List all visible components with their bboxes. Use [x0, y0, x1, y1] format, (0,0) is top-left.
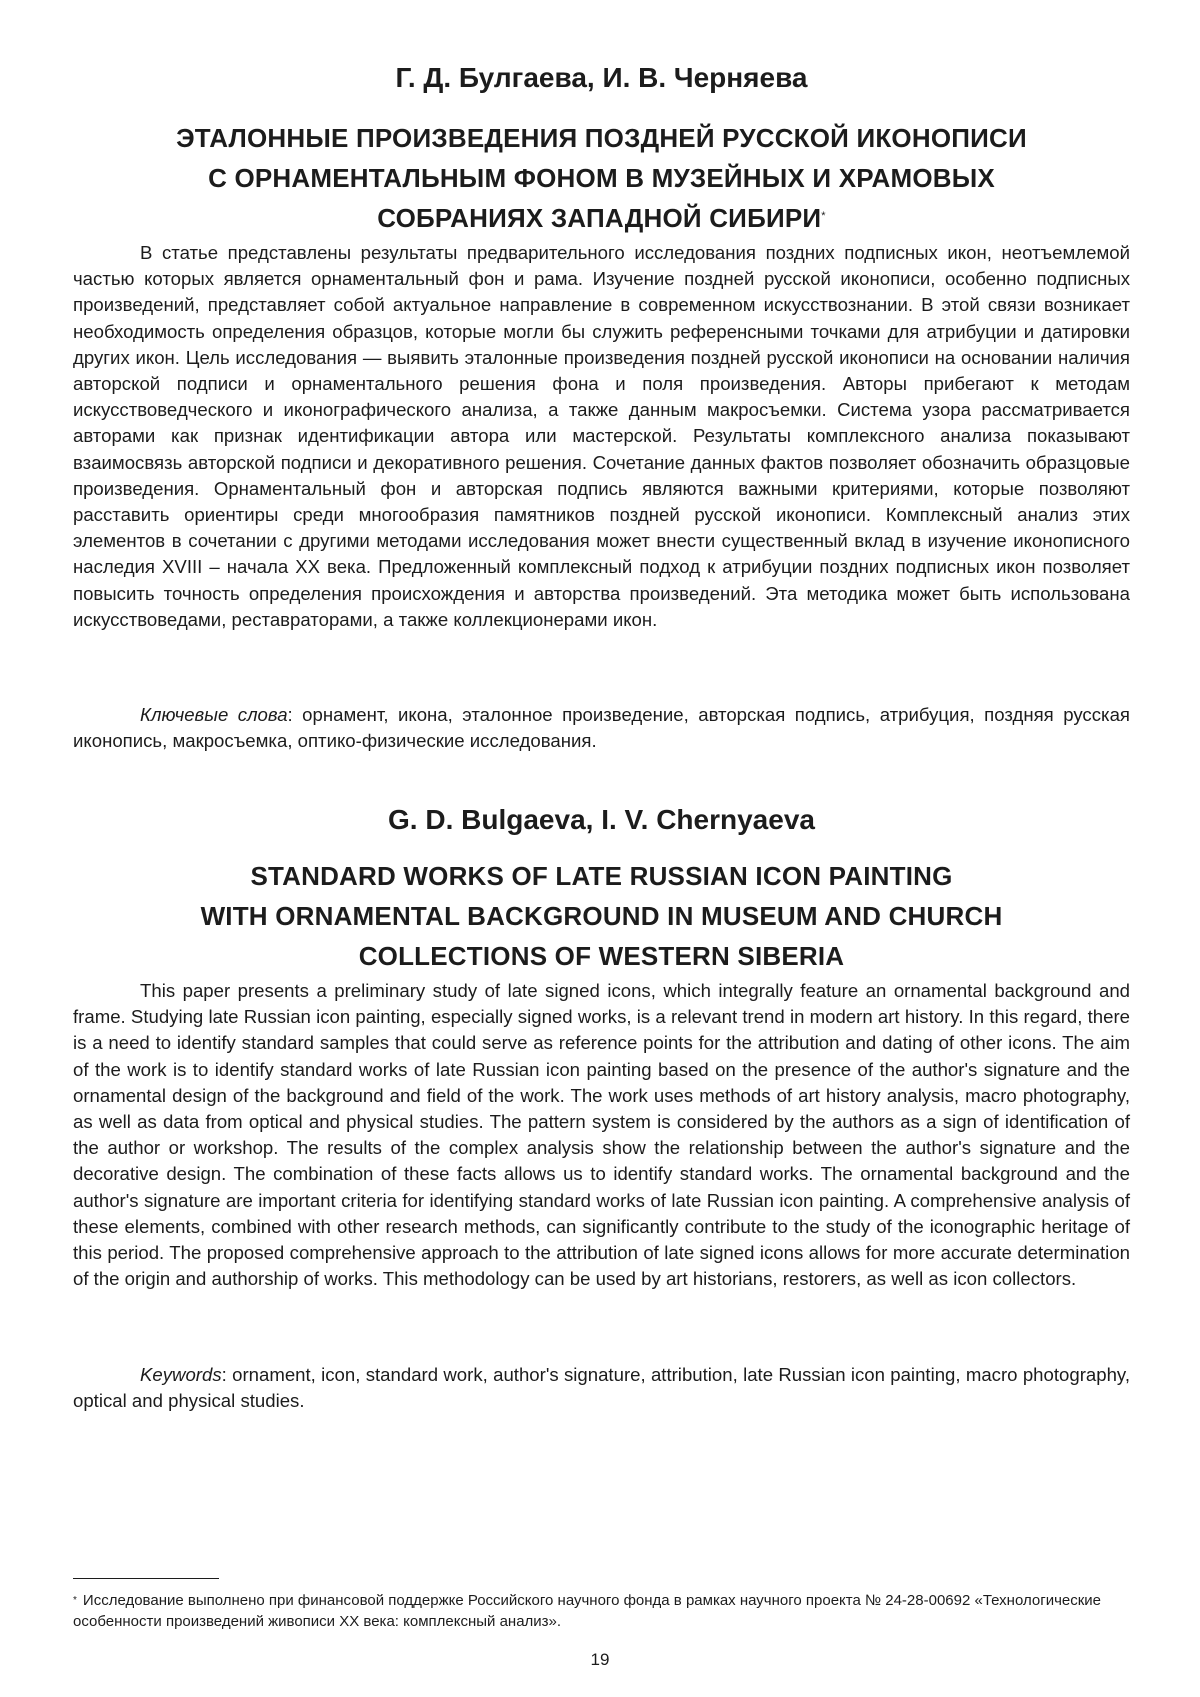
en-abstract-block [73, 978, 1130, 1292]
footnote-divider [73, 1578, 219, 1579]
ru-title-line-2: С ОРНАМЕНТАЛЬНЫМ ФОНОМ В МУЗЕЙНЫХ И ХРАМОВЫХ [208, 163, 995, 193]
ru-title-line-3 [73, 198, 1130, 238]
ru-keywords [73, 702, 1130, 754]
ru-keywords-text: : орнамент, икона, эталонное произведение, авторская подпись, атрибуция, поздняя русская иконопись, макросъемка, оптико-физические исследования. [73, 704, 1130, 752]
ru-abstract-block [73, 240, 1130, 633]
en-abstract: This paper presents a preliminary study of late signed icons, which integrally feature an ornamental background and frame. Studying late Russian icon painting, especially signed works, is a relevant trend in modern art history. In this regard, there is a need to identify standard samples that could serve as reference points for the attribution and dating of other icons. The aim of the work is to identify standard works of late Russian icon painting based on the presence of the author's signature and the ornamental design of the background and field of the work. The work uses methods of art history analysis, macro photography, as well as data from optical and physical studies. The pattern system is considered by the authors as a sign of identification of the author or workshop. The results of the complex analysis show the relationship between the author's signature and the decorative design. The combination of these facts allows us to identify standard works. The ornamental background and the author's signature are important criteria for identifying standard works of late Russian icon painting. A comprehensive analysis of these elements, combined with other research methods, can significantly contribute to the study of the iconographic heritage of this period. The proposed comprehensive approach to the attribution of late signed icons allows for more accurate determination of the origin and authorship of works. This methodology can be used by art historians, restorers, as well as icon collectors. [73, 980, 1130, 1290]
footnote-text: Исследование выполнено при финансовой поддержке Российского научного фонда в рамках научного проекта № 24-28-00692 «Технологические особенности произведений живописи XX века: комплексный анализ». [73, 1592, 1102, 1630]
ru-keywords-block [73, 702, 1130, 754]
ru-header [73, 62, 1130, 94]
en-keywords-block [73, 1362, 1130, 1414]
en-title [73, 856, 1130, 976]
en-title-line-3: COLLECTIONS OF WESTERN SIBERIA [358, 941, 845, 971]
ru-title [73, 118, 1130, 238]
ru-abstract: В статье представлены результаты предварительного исследования поздних подписных икон, неотъемлемой частью которых является орнаментальный фон и рама. Изучение поздней русской иконописи, особенно подписных произведений, представляет собой актуальное направление в современном искусствознании. В этой связи возникает необходимость определения образцов, которые могли бы служить референсными точками для атрибуции и датировки других икон. Цель исследования — выявить эталонные произведения поздней русской иконописи на основании наличия авторской подписи и орнаментального решения фона и поля произведения. Авторы прибегают к методам искусствоведческого и иконографического анализа, а также данным макросъемки. Система узора рассматривается авторами как признак идентификации автора или мастерской. Результаты комплексного анализа показывают взаимосвязь авторской подписи и декоративного решения. Сочетание данных фактов позволяет обозначить образцовые произведения. Орнаментальный фон и авторская подпись являются важными критериями, которые позволяют расставить ориентиры среди многообразия памятников поздней русской иконописи. Комплексный анализ этих элементов в сочетании с другими методами исследования может внести существенный вклад в изучение иконописного наследия XVIII – начала XX века. Предложенный комплексный подход к атрибуции поздних подписных икон позволяет повысить точность определения происхождения и авторства произведений. Эта методика может быть использована искусствоведами, реставраторами, а также коллекционерами икон. [73, 242, 1130, 630]
footnote-mark: * [73, 1595, 77, 1606]
footnote-reference[interactable]: * [821, 210, 826, 222]
en-keywords-label: Keywords [140, 1364, 222, 1385]
en-keywords-text: : ornament, icon, standard work, author's signature, attribution, late Russian icon painting, macro photography, optical and physical studies. [73, 1364, 1130, 1412]
footnote [73, 1590, 1130, 1632]
en-authors: G. D. Bulgaeva, I. V. Chernyaeva [388, 804, 815, 835]
ru-authors: Г. Д. Булгаева, И. В. Черняева [395, 62, 808, 93]
en-keywords [73, 1362, 1130, 1414]
en-header [73, 804, 1130, 836]
en-title-line-2: WITH ORNAMENTAL BACKGROUND IN MUSEUM AND CHURCH [200, 901, 1003, 931]
ru-title-line-3-text: СОБРАНИЯХ ЗАПАДНОЙ СИБИРИ [377, 203, 822, 233]
ru-keywords-label: Ключевые слова [140, 704, 288, 725]
en-title-line-1: STANDARD WORKS OF LATE RUSSIAN ICON PAINTING [250, 861, 953, 891]
ru-title-line-1: ЭТАЛОННЫЕ ПРОИЗВЕДЕНИЯ ПОЗДНЕЙ РУССКОЙ ИКОНОПИСИ [176, 123, 1027, 153]
page-number: 19 [590, 1650, 610, 1669]
